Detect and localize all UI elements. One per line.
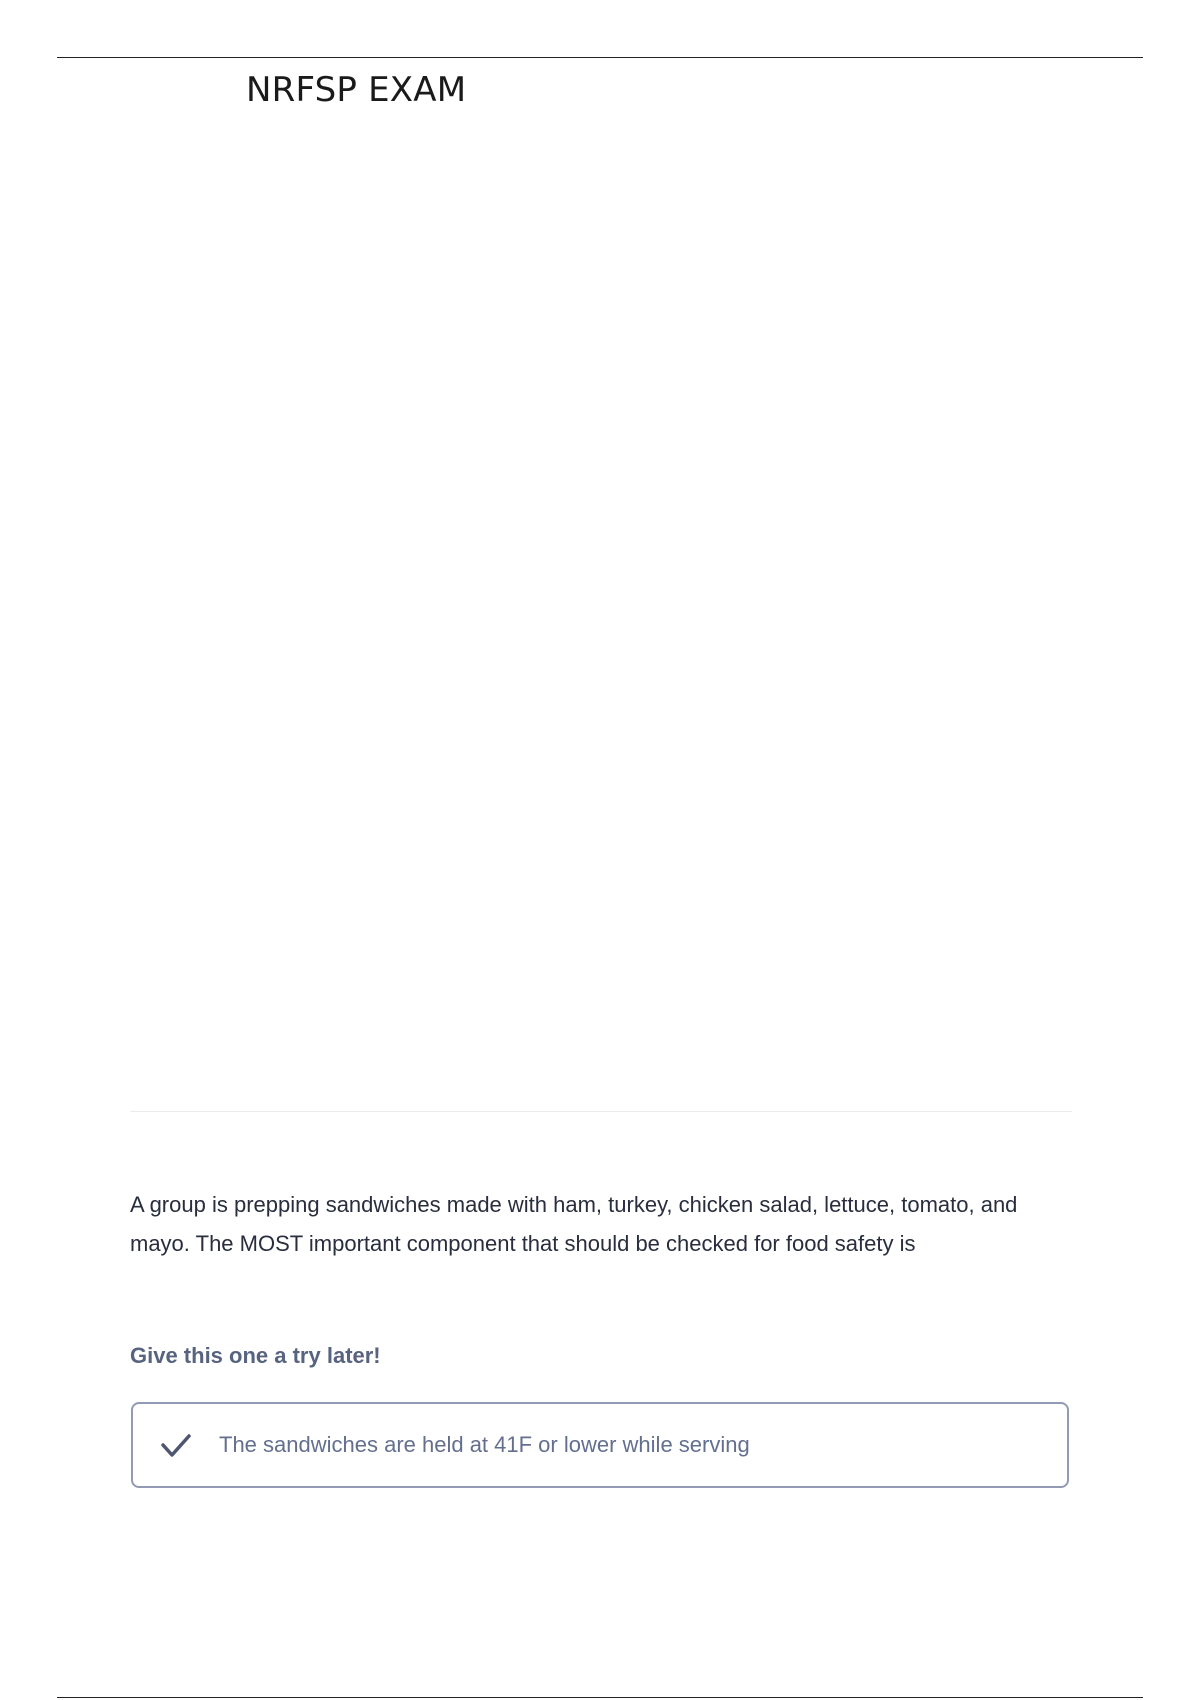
- check-icon: [159, 1428, 193, 1462]
- document-title: NRFSP EXAM: [246, 70, 467, 110]
- answer-option[interactable]: [131, 1402, 1069, 1488]
- hint-text: Give this one a try later!: [130, 1343, 381, 1368]
- page-top-rule: [57, 57, 1143, 58]
- content-divider: [130, 1111, 1072, 1112]
- page-bottom-rule: [57, 1697, 1143, 1698]
- answer-text: The sandwiches are held at 41F or lower while serving: [219, 1432, 750, 1457]
- question-text: A group is prepping sandwiches made with ham, turkey, chicken salad, lettuce, tomato, and mayo. The MOST important component that should be checked for food safety is: [130, 1192, 1018, 1256]
